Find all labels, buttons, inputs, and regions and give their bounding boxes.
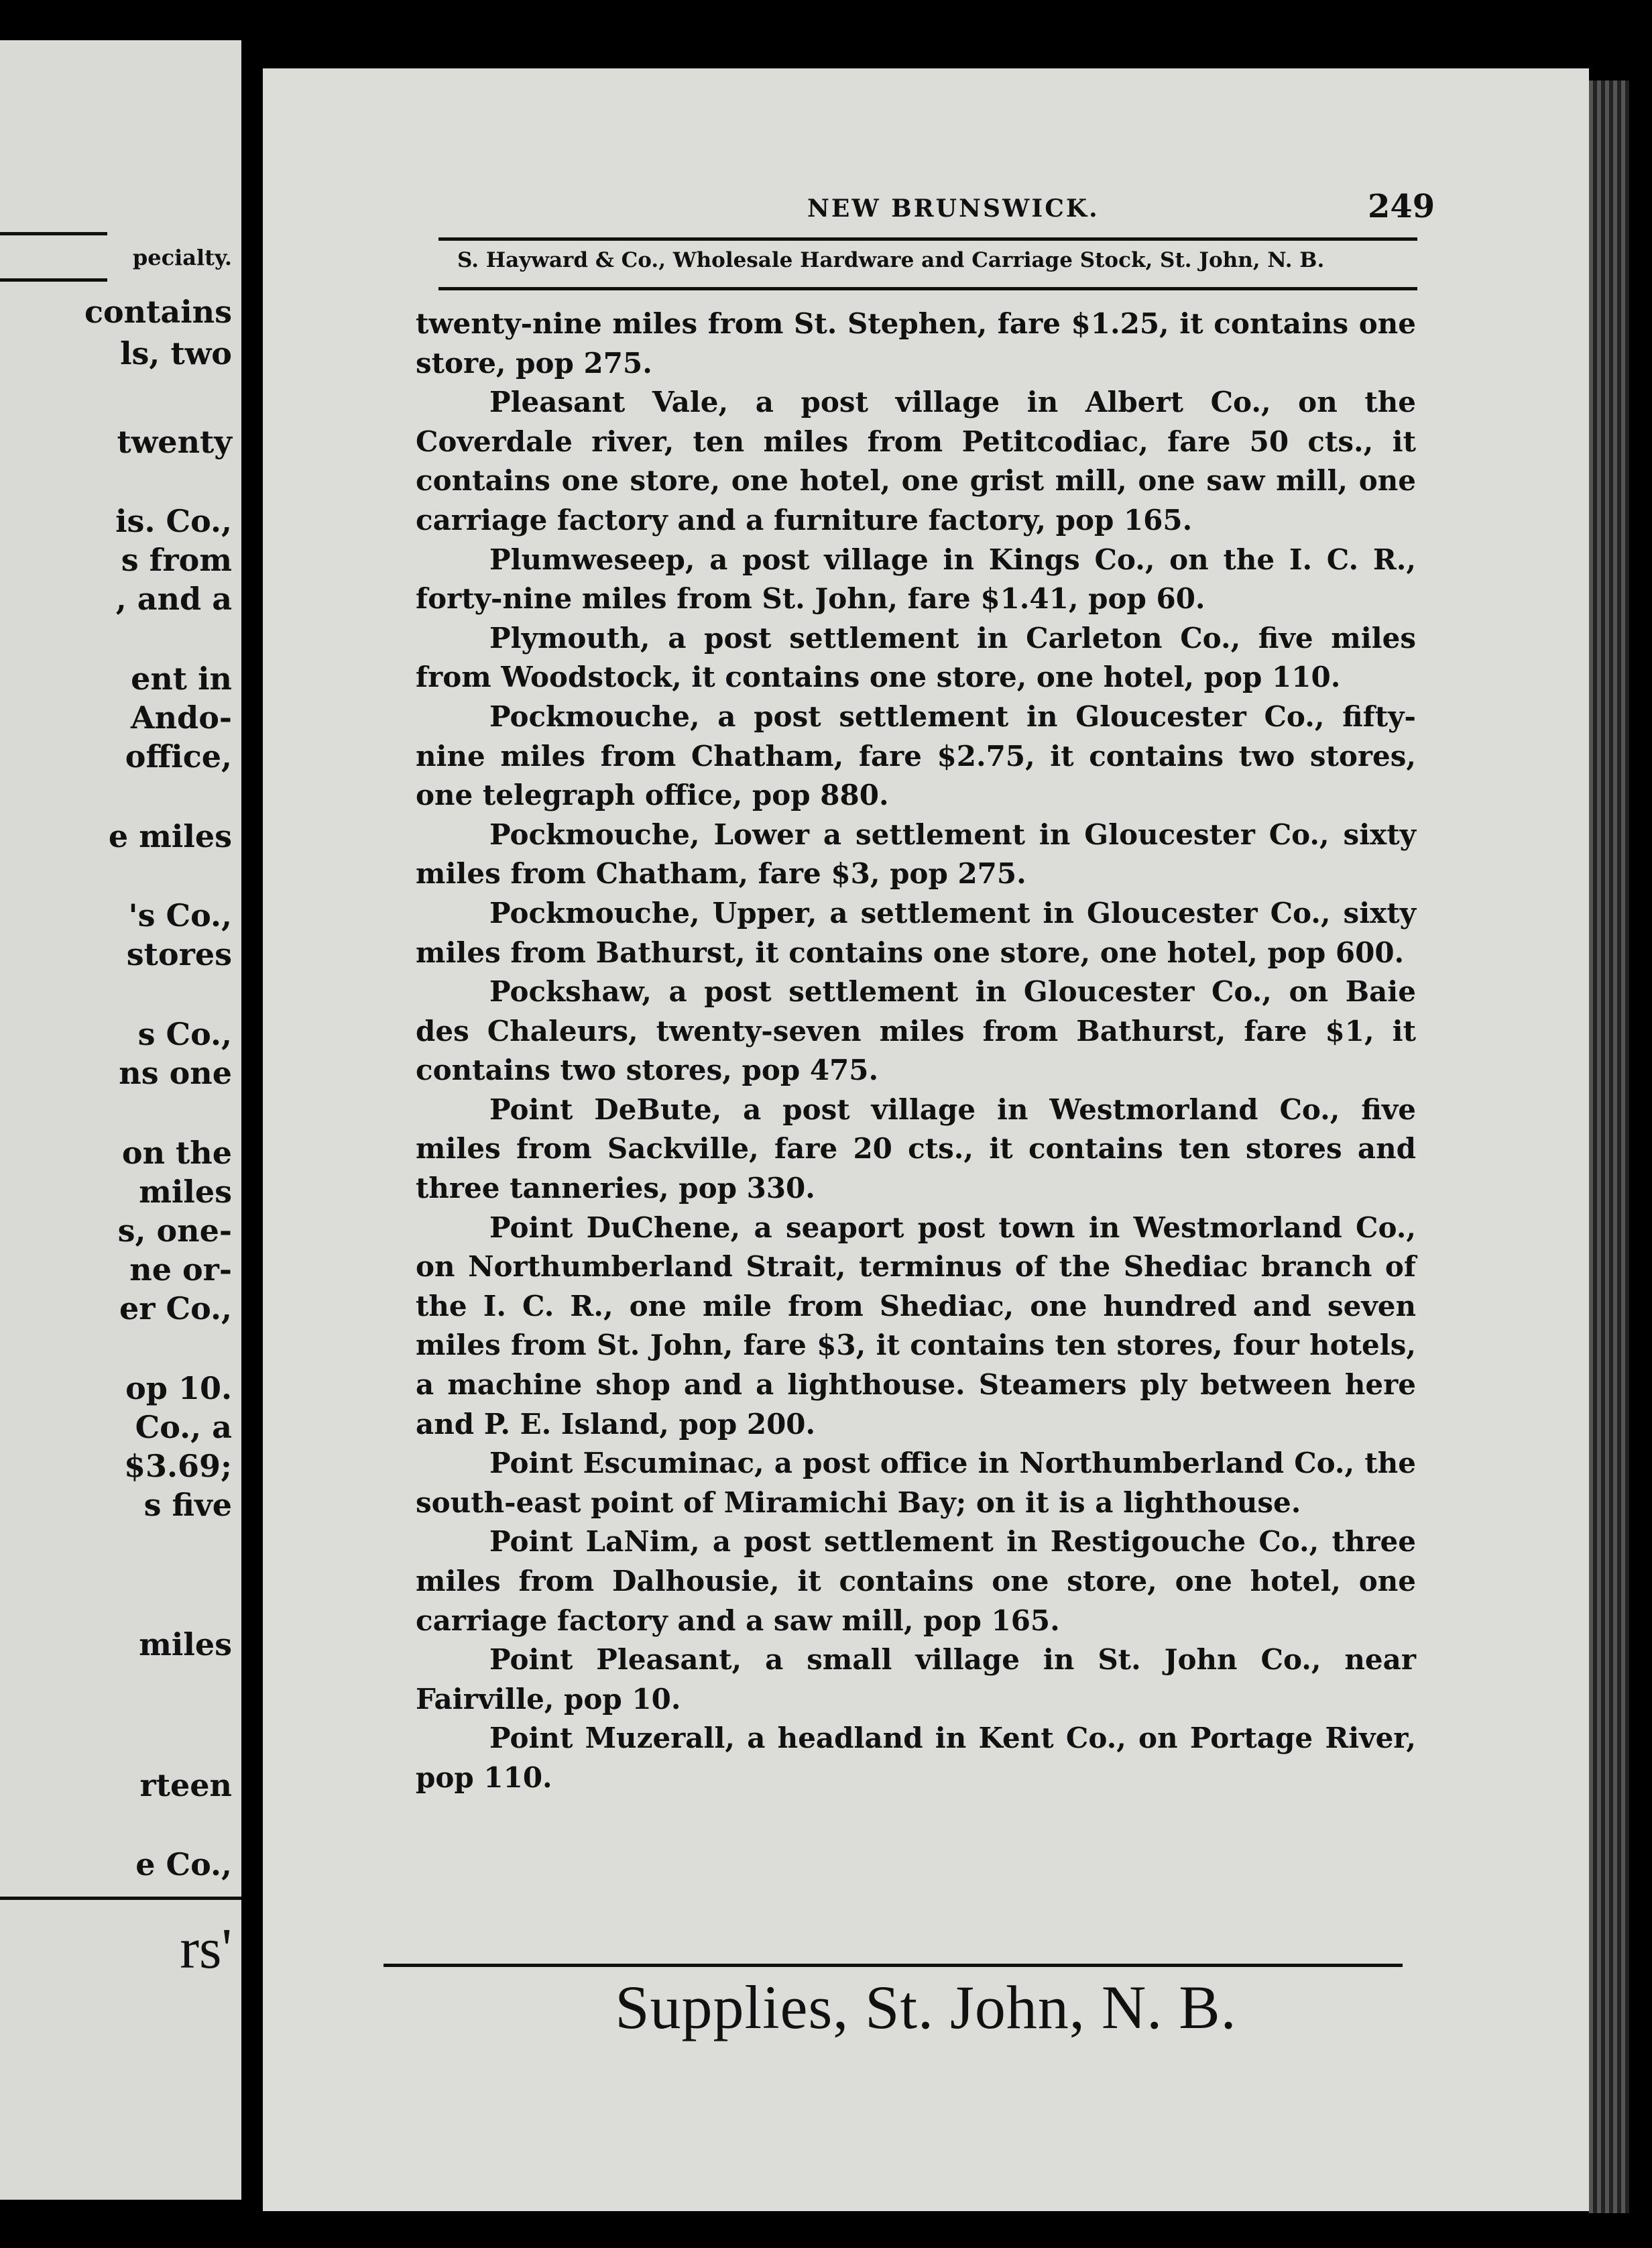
- left-fragment: Ando-: [130, 699, 232, 736]
- entry-text: Point Pleasant, a small village in St. John Co., near Fairville, pop 10.: [416, 1643, 1416, 1716]
- left-fragment: miles: [139, 1174, 232, 1210]
- entry-text: Plumweseep, a post village in Kings Co., on the I. C. R., forty-nine miles from St. John, fare $1.41, pop 60.: [416, 543, 1416, 616]
- running-head: [263, 188, 1589, 228]
- left-fragment: $3.69;: [123, 1448, 232, 1484]
- page-edge: [1589, 80, 1629, 2213]
- left-fragment: ne or-: [129, 1251, 232, 1288]
- previous-page-fragment: [0, 40, 241, 2200]
- left-page-rule: [0, 1897, 241, 1900]
- entry-text: Point Muzerall, a headland in Kent Co., on Portage River, pop 110.: [416, 1722, 1416, 1794]
- left-fragment: e miles: [108, 818, 232, 854]
- top-advertisement: S. Hayward & Co., Wholesale Hardware and Carriage Stock, St. John, N. B.: [457, 248, 1325, 272]
- left-page-rule: [0, 278, 107, 282]
- entry-text: Point DuChene, a seaport post town in Westmorland Co., on Northumberland Strait, terminus of the Shediac branch of the I. C. R., one mile from Shediac, one hundred and seven miles from St. John, fare $3, it contains ten stores, four hotels, a machine shop and a lighthouse. Steamers ply between here and P. E. Island, pop 200.: [416, 1211, 1416, 1441]
- left-fragment: e Co.,: [135, 1846, 232, 1882]
- entry: [416, 1444, 1416, 1522]
- left-fragment: miles: [139, 1626, 232, 1663]
- entry: [416, 619, 1416, 697]
- entry-text: Pockshaw, a post settlement in Gloucester Co., on Baie des Chaleurs, twenty-seven miles from Bathurst, fare $1, it contains two stores, pop 475.: [416, 975, 1416, 1087]
- entry: [416, 1090, 1416, 1209]
- left-fragment: ls, two: [120, 335, 232, 372]
- entry-text: twenty-nine miles from St. Stephen, fare $1.25, it contains one store, pop 275.: [416, 307, 1416, 380]
- left-fragment: s from: [121, 542, 232, 578]
- left-fragment: ent in: [131, 661, 232, 697]
- left-fragment: er Co.,: [119, 1290, 232, 1327]
- left-page-rule: [0, 232, 107, 235]
- left-fragment: Co., a: [135, 1409, 232, 1445]
- entry: [416, 541, 1416, 619]
- entry-text: Point LaNim, a post settlement in Restigouche Co., three miles from Dalhousie, it contains one store, one hotel, one carriage factory and a saw mill, pop 165.: [416, 1525, 1416, 1637]
- advert-rule: [438, 287, 1417, 290]
- entry: [416, 383, 1416, 540]
- entry: [416, 1522, 1416, 1640]
- entry: [416, 816, 1416, 894]
- book-gutter: [241, 0, 261, 2248]
- left-fragment: office,: [125, 738, 232, 775]
- page-number: 249: [1368, 188, 1435, 225]
- gazetteer-entries: [416, 304, 1416, 1798]
- left-fragment: s Co.,: [137, 1016, 232, 1052]
- left-fragment: on the: [121, 1135, 232, 1171]
- entry: [416, 1719, 1416, 1797]
- left-fragment: contains: [84, 294, 232, 330]
- entry-text: Point Escuminac, a post office in Northumberland Co., the south-east point of Miramichi Bay; on it is a lighthouse.: [416, 1447, 1416, 1519]
- entry-text: Plymouth, a post settlement in Carleton Co., five miles from Woodstock, it contains one store, one hotel, pop 110.: [416, 621, 1416, 694]
- header-rule: [438, 237, 1417, 241]
- page-249: [263, 68, 1589, 2211]
- entry: [416, 304, 1416, 383]
- running-head-title: NEW BRUNSWICK.: [807, 194, 1100, 223]
- left-fragment: stores: [126, 936, 232, 972]
- left-fragment: 's Co.,: [128, 897, 232, 934]
- entry: [416, 697, 1416, 816]
- left-fragment: op 10.: [125, 1370, 232, 1406]
- entry-text: Pleasant Vale, a post village in Albert Co., on the Coverdale river, ten miles from Petitcodiac, fare 50 cts., it contains one store, one hotel, one grist mill, one saw mill, one carriage factory and a furniture factory, pop 165.: [416, 386, 1416, 537]
- bottom-advertisement: Supplies, St. John, N. B.: [615, 1973, 1237, 2041]
- entry-text: Point DeBute, a post village in Westmorland Co., five miles from Sackville, fare 20 cts., it contains ten stores and three tanneries, pop 330.: [416, 1092, 1416, 1205]
- left-fragment: rs': [180, 1916, 232, 1980]
- footer-rule: [384, 1964, 1403, 1967]
- entry-text: Pockmouche, a post settlement in Gloucester Co., fifty-nine miles from Chatham, fare $2.75, it contains two stores, one telegraph office, pop 880.: [416, 699, 1416, 812]
- left-fragment: twenty: [117, 424, 232, 460]
- entry: [416, 1640, 1416, 1719]
- entry: [416, 894, 1416, 972]
- left-fragment: ns one: [119, 1055, 232, 1091]
- entry: [416, 1209, 1416, 1445]
- left-fragment: s, one-: [117, 1213, 232, 1249]
- entry-text: Pockmouche, Upper, a settlement in Gloucester Co., sixty miles from Bathurst, it contains one store, one hotel, pop 600.: [416, 896, 1416, 969]
- left-fragment: rteen: [139, 1767, 232, 1803]
- left-fragment: s five: [143, 1487, 232, 1523]
- left-fragment: is. Co.,: [115, 503, 232, 539]
- entry: [416, 972, 1416, 1090]
- entry-text: Pockmouche, Lower a settlement in Gloucester Co., sixty miles from Chatham, fare $3, pop 275.: [416, 818, 1416, 891]
- left-fragment: , and a: [115, 581, 232, 617]
- left-fragment: pecialty.: [132, 245, 232, 270]
